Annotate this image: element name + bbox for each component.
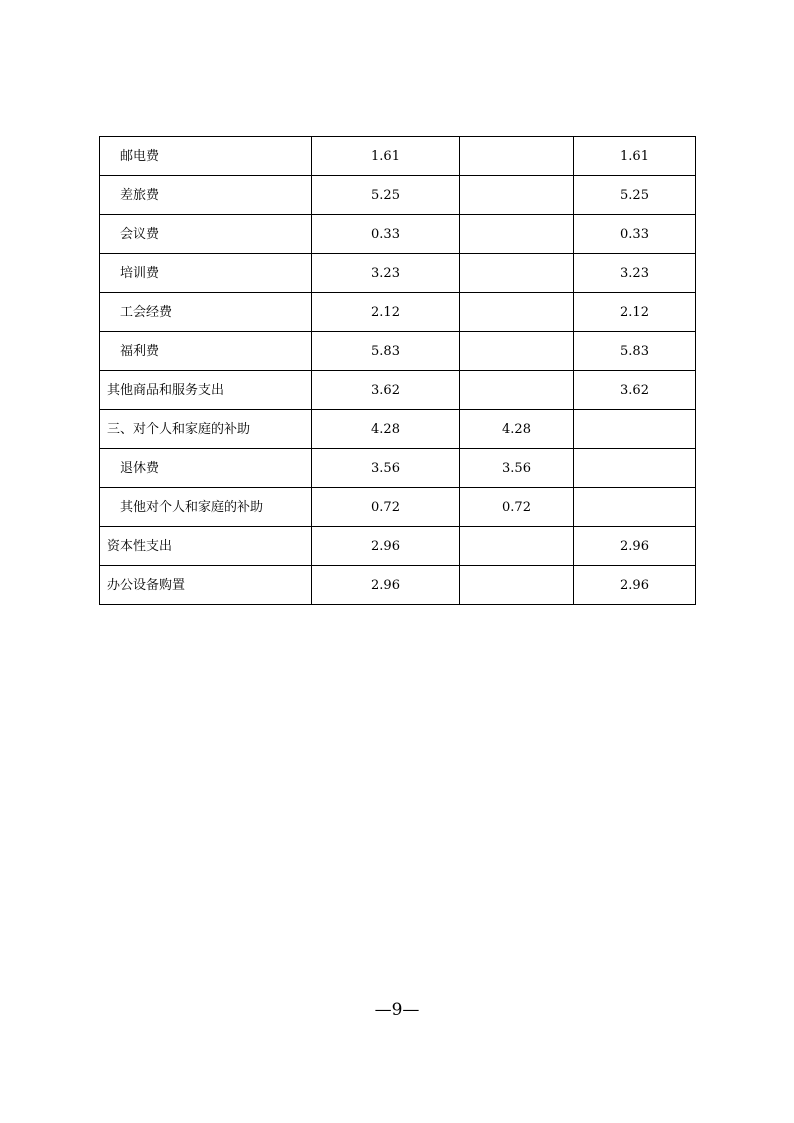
personnel-cell xyxy=(460,254,574,293)
personnel-cell xyxy=(460,215,574,254)
item-name-cell: 其他对个人和家庭的补助 xyxy=(100,488,312,527)
item-name-cell: 会议费 xyxy=(100,215,312,254)
public-cell: 5.83 xyxy=(574,332,696,371)
table-row xyxy=(100,293,696,332)
personnel-cell xyxy=(460,137,574,176)
budget-table xyxy=(99,136,696,605)
page-number: —9— xyxy=(374,1000,420,1020)
total-cell: 0.72 xyxy=(312,488,460,527)
total-cell: 3.23 xyxy=(312,254,460,293)
public-cell xyxy=(574,488,696,527)
table-row xyxy=(100,527,696,566)
item-name-cell: 资本性支出 xyxy=(100,527,312,566)
total-cell: 3.62 xyxy=(312,371,460,410)
personnel-cell xyxy=(460,371,574,410)
item-name-cell: 差旅费 xyxy=(100,176,312,215)
public-cell xyxy=(574,449,696,488)
table-row xyxy=(100,137,696,176)
table-row xyxy=(100,215,696,254)
total-cell: 0.33 xyxy=(312,215,460,254)
budget-table-body xyxy=(100,137,696,605)
total-cell: 3.56 xyxy=(312,449,460,488)
item-name-cell: 工会经费 xyxy=(100,293,312,332)
table-row xyxy=(100,254,696,293)
item-name-cell: 培训费 xyxy=(100,254,312,293)
personnel-cell xyxy=(460,332,574,371)
item-name-cell: 办公设备购置 xyxy=(100,566,312,605)
personnel-cell xyxy=(460,566,574,605)
item-name-cell: 三、对个人和家庭的补助 xyxy=(100,410,312,449)
item-name-cell: 退休费 xyxy=(100,449,312,488)
public-cell: 3.23 xyxy=(574,254,696,293)
personnel-cell: 3.56 xyxy=(460,449,574,488)
total-cell: 5.25 xyxy=(312,176,460,215)
table-row xyxy=(100,566,696,605)
total-cell: 4.28 xyxy=(312,410,460,449)
personnel-cell: 0.72 xyxy=(460,488,574,527)
personnel-cell xyxy=(460,293,574,332)
table-row xyxy=(100,371,696,410)
public-cell: 3.62 xyxy=(574,371,696,410)
public-cell: 2.96 xyxy=(574,566,696,605)
personnel-cell xyxy=(460,176,574,215)
total-cell: 2.96 xyxy=(312,566,460,605)
table-row xyxy=(100,410,696,449)
public-cell xyxy=(574,410,696,449)
public-cell: 1.61 xyxy=(574,137,696,176)
public-cell: 0.33 xyxy=(574,215,696,254)
total-cell: 1.61 xyxy=(312,137,460,176)
personnel-cell: 4.28 xyxy=(460,410,574,449)
item-name-cell: 福利费 xyxy=(100,332,312,371)
table-row xyxy=(100,488,696,527)
table-row xyxy=(100,332,696,371)
item-name-cell: 邮电费 xyxy=(100,137,312,176)
public-cell: 5.25 xyxy=(574,176,696,215)
table-row xyxy=(100,176,696,215)
item-name-cell: 其他商品和服务支出 xyxy=(100,371,312,410)
total-cell: 2.96 xyxy=(312,527,460,566)
public-cell: 2.96 xyxy=(574,527,696,566)
total-cell: 5.83 xyxy=(312,332,460,371)
table-row xyxy=(100,449,696,488)
personnel-cell xyxy=(460,527,574,566)
total-cell: 2.12 xyxy=(312,293,460,332)
public-cell: 2.12 xyxy=(574,293,696,332)
